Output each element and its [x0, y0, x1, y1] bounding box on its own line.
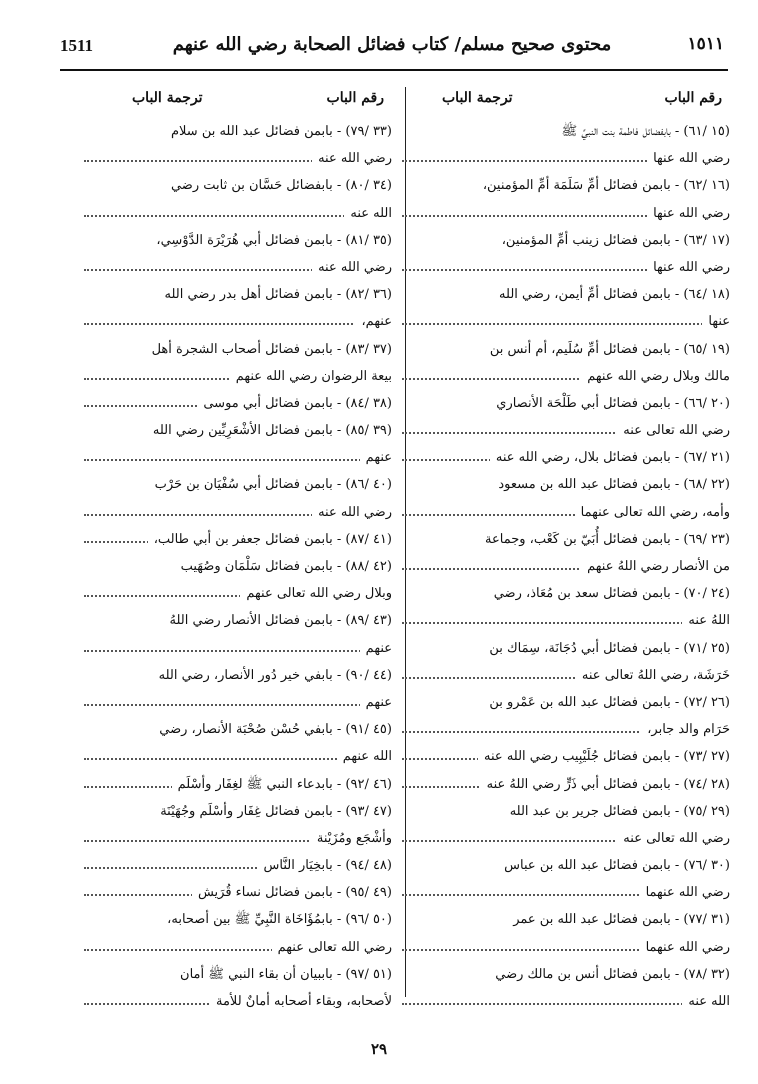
toc-entry-text: (٢٨ /٧٤) - بابمن فضائل أبي ذَرٍّ رضي اللهُ عنه [481, 777, 730, 792]
toc-entry [84, 227, 392, 281]
toc-entry-last-line [402, 308, 730, 335]
toc-entry-last-line [84, 444, 392, 471]
toc-entry [402, 172, 730, 226]
toc-entry-line [402, 281, 730, 308]
toc-entry-text: (٣٣ /٧٩) - بابمن فضائل عبد الله بن سلام [165, 124, 392, 139]
toc-entry-last-line [402, 363, 730, 390]
header-rule [60, 69, 728, 71]
toc-entry-last-line [402, 771, 730, 798]
toc-entry-text: وبلال رضي الله تعالى عنهم [240, 586, 392, 601]
toc-entry-text: رضي الله عنه [312, 151, 392, 166]
toc-entry-line [402, 118, 730, 145]
toc-entry-last-line [402, 934, 730, 961]
toc-entry-text: الله عنه [682, 994, 730, 1009]
toc-entry-text: (٢٥ /٧١) - بابمن فضائل أبي دُجَانَة، سِمَاك بن [483, 641, 730, 656]
toc-entry-text: (١٥ /٦١) - بابفضائل فاطمة بنت النبيِّ ﷺ [556, 124, 730, 139]
toc-entry-text: (٢٦ /٧٢) - بابمن فضائل عبد الله بن عَمْرو بن [483, 695, 730, 710]
toc-entry-text: (٤٧ /٩٣) - بابمن فضائل غِفَار وأسْلَم وجُهَيْنَة [154, 804, 392, 819]
toc-entry-text: (٢٩ /٧٥) - بابمن فضائل جرير بن عبد الله [504, 804, 730, 819]
toc-entry-line [402, 526, 730, 553]
toc-entry-last-line [402, 743, 730, 770]
toc-entry [84, 336, 392, 390]
toc-entry-text: رضي الله عنها [647, 151, 730, 166]
column-header [84, 90, 392, 118]
toc-entry [402, 390, 730, 444]
toc-entry-last-line [402, 879, 730, 906]
toc-entry [84, 798, 392, 852]
toc-entry-last-line [402, 417, 730, 444]
toc-entry-line [84, 798, 392, 825]
toc-entry-text: لأصحابه، وبقاء أصحابه أمانٌ للأمة [210, 994, 392, 1009]
toc-entry-last-line [84, 145, 392, 172]
toc-entry-last-line [402, 553, 730, 580]
toc-entry [84, 553, 392, 607]
toc-column-left [84, 90, 392, 1015]
toc-entry-last-line [84, 852, 392, 879]
toc-entry-line [402, 635, 730, 662]
toc-entry [402, 743, 730, 770]
toc-entry-last-line [402, 444, 730, 471]
toc-entry-text: رضي الله تعالى عنهم [272, 940, 392, 955]
toc-entry-text: (٥٠ /٩٦) - بابمُؤَاخَاة النَّبِيِّ ﷺ بين أصحابه، [161, 912, 392, 927]
toc-entry-text: (٢٢ /٦٨) - بابمن فضائل عبد الله بن مسعود [492, 477, 730, 492]
toc-entry-text: (٤٦ /٩٢) - بابدعاء النبي ﷺ لغِفَار وأسْلَم [172, 777, 392, 792]
toc-entry-line [402, 580, 730, 607]
toc-entry-line [84, 553, 392, 580]
toc-entry [84, 879, 392, 906]
toc-entry-text: عنهم [360, 695, 392, 710]
toc-entry-text: الله عنه [344, 206, 392, 221]
toc-entries [84, 118, 392, 1015]
toc-entry [84, 172, 392, 226]
toc-entry [402, 336, 730, 390]
toc-entry-text: (٢٣ /٦٩) - بابمن فضائل أُبَيّ بن كَعْب، وجماعة [479, 532, 730, 547]
toc-entry-last-line [84, 580, 392, 607]
toc-entry-line [84, 961, 392, 988]
toc-column-right [402, 90, 730, 1015]
toc-entry-last-line [402, 988, 730, 1015]
toc-entry [84, 961, 392, 1015]
toc-entry [84, 906, 392, 960]
toc-entry-last-line [402, 254, 730, 281]
toc-entry-last-line [402, 716, 730, 743]
toc-entry [402, 906, 730, 960]
toc-entry-text: رضي الله عنها [647, 206, 730, 221]
toc-entry [84, 471, 392, 525]
toc-entry-last-line [84, 254, 392, 281]
toc-entry-text: (٤١ /٨٧) - بابمن فضائل جعفر بن أبي طالب، [148, 532, 392, 547]
toc-entry [402, 227, 730, 281]
toc-entry [402, 961, 730, 1015]
toc-entry-last-line [84, 743, 392, 770]
toc-entry-text: وأشْجَع ومُزَيْنة [311, 831, 392, 846]
toc-entry [402, 635, 730, 689]
toc-entry-text: (٤٠ /٨٦) - بابمن فضائل أبي سُفْيَان بن حَرْب [149, 477, 392, 492]
toc-entry-text: (٣٩ /٨٥) - بابمن فضائل الأشْعَرِيِّين رضي الله [147, 423, 392, 438]
toc-entry-text: (٤٤ /٩٠) - بابفي خير دُور الأنصار، رضي الله [153, 668, 392, 683]
toc-entry [402, 118, 730, 172]
toc-entry-text: عنهم [360, 450, 392, 465]
toc-entry-line [402, 689, 730, 716]
header-page-number-arabic: ١٥١١ [687, 34, 724, 54]
column-header-number: رقم الباب [326, 90, 384, 106]
toc-entry-text: (٣٢ /٧٨) - بابمن فضائل أنس بن مالك رضي [489, 967, 730, 982]
toc-entry-last-line [84, 879, 392, 906]
toc-entry-last-line [84, 200, 392, 227]
toc-entry-line [84, 118, 392, 145]
toc-entry-text: (٣٠ /٧٦) - بابمن فضائل عبد الله بن عباس [498, 858, 730, 873]
header-title: محتوى صحيح مسلم/ كتاب فضائل الصحابة رضي الله عنهم [172, 34, 612, 55]
toc-entries [402, 118, 730, 1015]
toc-entry-line [402, 336, 730, 363]
toc-entry-text: (٣٨ /٨٤) - بابمن فضائل أبي موسى [197, 396, 392, 411]
toc-entry [402, 771, 730, 798]
page-header [60, 30, 724, 66]
toc-entry [402, 852, 730, 906]
toc-entry-text: (٥١ /٩٧) - باببيان أن بقاء النبي ﷺ أمان [174, 967, 392, 982]
toc-entry-last-line [84, 635, 392, 662]
toc-entry-text: (٤٣ /٨٩) - بابمن فضائل الأنصار رضي اللهُ [164, 613, 392, 628]
toc-entry-line [402, 798, 730, 825]
toc-entry [84, 607, 392, 661]
toc-entry-line [84, 281, 392, 308]
toc-entry-last-line [402, 145, 730, 172]
toc-entry [84, 771, 392, 798]
toc-entry-last-line [84, 499, 392, 526]
toc-entry-last-line [84, 771, 392, 798]
toc-entry-last-line [402, 607, 730, 634]
toc-entry-text: وأمه، رضي الله تعالى عنهما [575, 505, 730, 520]
toc-entry-text: (٤٩ /٩٥) - بابمن فضائل نساء قُرَيش [192, 885, 392, 900]
toc-entry [84, 118, 392, 172]
toc-entry-line [402, 227, 730, 254]
toc-entry-text: (٤٥ /٩١) - بابفي حُسْن صُحْبَة الأنصار، رضي [153, 722, 392, 737]
toc-entry-line [84, 227, 392, 254]
toc-entry-text: رضي الله تعالى عنه [617, 831, 730, 846]
toc-entry-text: (٤٢ /٨٨) - بابمن فضائل سَلْمَان وصُهَيب [175, 559, 392, 574]
toc-entry-text: رضي الله عنه [312, 260, 392, 275]
toc-entry-text: عنها [702, 314, 730, 329]
toc-entry [402, 689, 730, 743]
toc-entry-text: (٣٧ /٨٣) - بابمن فضائل أصحاب الشجرة أهل [146, 342, 392, 357]
toc-entry-text: خَرَشَة، رضي اللهُ تعالى عنه [576, 668, 730, 683]
toc-entry-line [84, 336, 392, 363]
toc-entry-last-line [402, 499, 730, 526]
toc-entry-last-line [84, 363, 392, 390]
toc-entry [402, 471, 730, 525]
toc-entry [402, 281, 730, 335]
toc-entry-text: (٣٥ /٨١) - بابمن فضائل أبي هُرَيْرَة الدَّوْسِي، [150, 233, 392, 248]
toc-entry-line [402, 906, 730, 933]
toc-entry-text: (٢١ /٦٧) - بابمن فضائل بلال، رضي الله عنه [490, 450, 730, 465]
toc-entry-text: الله عنهم [337, 749, 392, 764]
toc-entry-text: (٣٤ /٨٠) - بابفضائل حَسَّان بن ثابت رضي [165, 178, 392, 193]
column-header-title: ترجمة الباب [442, 90, 513, 106]
toc-entry-text: (٢٠ /٦٦) - بابمن فضائل أبي طَلْحَة الأنصاري [490, 396, 730, 411]
toc-entry-line [84, 906, 392, 933]
toc-entry [84, 852, 392, 879]
toc-entry-line [84, 471, 392, 498]
toc-entry-line [402, 172, 730, 199]
toc-entry-text: مالك وبلال رضي الله عنهم [581, 369, 730, 384]
toc-entry-line [402, 390, 730, 417]
toc-entry [402, 580, 730, 634]
toc-entry-text: (٣٦ /٨٢) - بابمن فضائل أهل بدر رضي الله [159, 287, 392, 302]
column-header [402, 90, 730, 118]
toc-entry [84, 716, 392, 770]
toc-entry-last-line [402, 200, 730, 227]
toc-entry-last-line [84, 526, 392, 553]
toc-entry [402, 444, 730, 471]
header-page-number-latin: 1511 [60, 36, 94, 55]
toc-entry-last-line [84, 988, 392, 1015]
toc-entry-text: (٢٧ /٧٣) - بابمن فضائل جُلَيْبِيب رضي الله عنه [478, 749, 730, 764]
toc-entry-last-line [402, 662, 730, 689]
toc-entry-line [402, 471, 730, 498]
toc-entry-line [84, 417, 392, 444]
toc-entry-text: (٤٨ /٩٤) - بابخِيَار النَّاس [258, 858, 392, 873]
column-header-number: رقم الباب [664, 90, 722, 106]
toc-entry-last-line [84, 689, 392, 716]
toc-entry [84, 662, 392, 716]
toc-entry-text: (١٧ /٦٣) - بابمن فضائل زينب أمِّ المؤمنين، [496, 233, 730, 248]
toc-entry-text: رضي الله عنها [647, 260, 730, 275]
toc-entry [84, 417, 392, 471]
toc-entry-last-line [84, 934, 392, 961]
toc-entry-last-line [84, 825, 392, 852]
column-header-title: ترجمة الباب [132, 90, 203, 106]
toc-entry-line [402, 961, 730, 988]
page-footer-number: ٢٩ [370, 1040, 388, 1058]
toc-entry [84, 526, 392, 553]
toc-entry-last-line [402, 825, 730, 852]
toc-entry-text: من الأنصار رضي اللهُ عنهم [581, 559, 730, 574]
toc-entry-text: عنهم [360, 641, 392, 656]
toc-entry-text: (١٨ /٦٤) - بابمن فضائل أمِّ أيمن، رضي الله [493, 287, 730, 302]
toc-entry-text: (٣١ /٧٧) - بابمن فضائل عبد الله بن عمر [507, 912, 730, 927]
toc-entry-line [84, 716, 392, 743]
toc-entry-text: (٢٤ /٧٠) - بابمن فضائل سعد بن مُعَاذ، رضي [488, 586, 730, 601]
toc-entry-text: رضي الله تعالى عنه [617, 423, 730, 438]
toc-entry-text: اللهُ عنه [682, 613, 730, 628]
toc-entry-text: (١٩ /٦٥) - بابمن فضائل أمِّ سُلَيم، أم أنس بن [484, 342, 730, 357]
toc-entry-line [84, 607, 392, 634]
toc-entry-text: عنهم، [355, 314, 392, 329]
toc-entry-last-line [84, 308, 392, 335]
toc-entry [84, 390, 392, 417]
toc-entry-line [84, 662, 392, 689]
toc-entry-text: رضي الله عنه [312, 505, 392, 520]
toc-entry-text: رضي الله عنهما [640, 885, 730, 900]
toc-entry-line [84, 172, 392, 199]
toc-entry-text: (١٦ /٦٢) - بابمن فضائل أمِّ سَلَمَة أمِّ المؤمنين، [477, 178, 730, 193]
toc-entry-text: رضي الله عنهما [640, 940, 730, 955]
toc-entry [402, 526, 730, 580]
toc-entry-line [402, 852, 730, 879]
toc-entry [84, 281, 392, 335]
toc-entry [402, 798, 730, 852]
toc-entry-last-line [84, 390, 392, 417]
toc-entry-text: حَرَام والد جابر، [641, 722, 730, 737]
toc-entry-text: بيعة الرضوان رضي الله عنهم [230, 369, 392, 384]
